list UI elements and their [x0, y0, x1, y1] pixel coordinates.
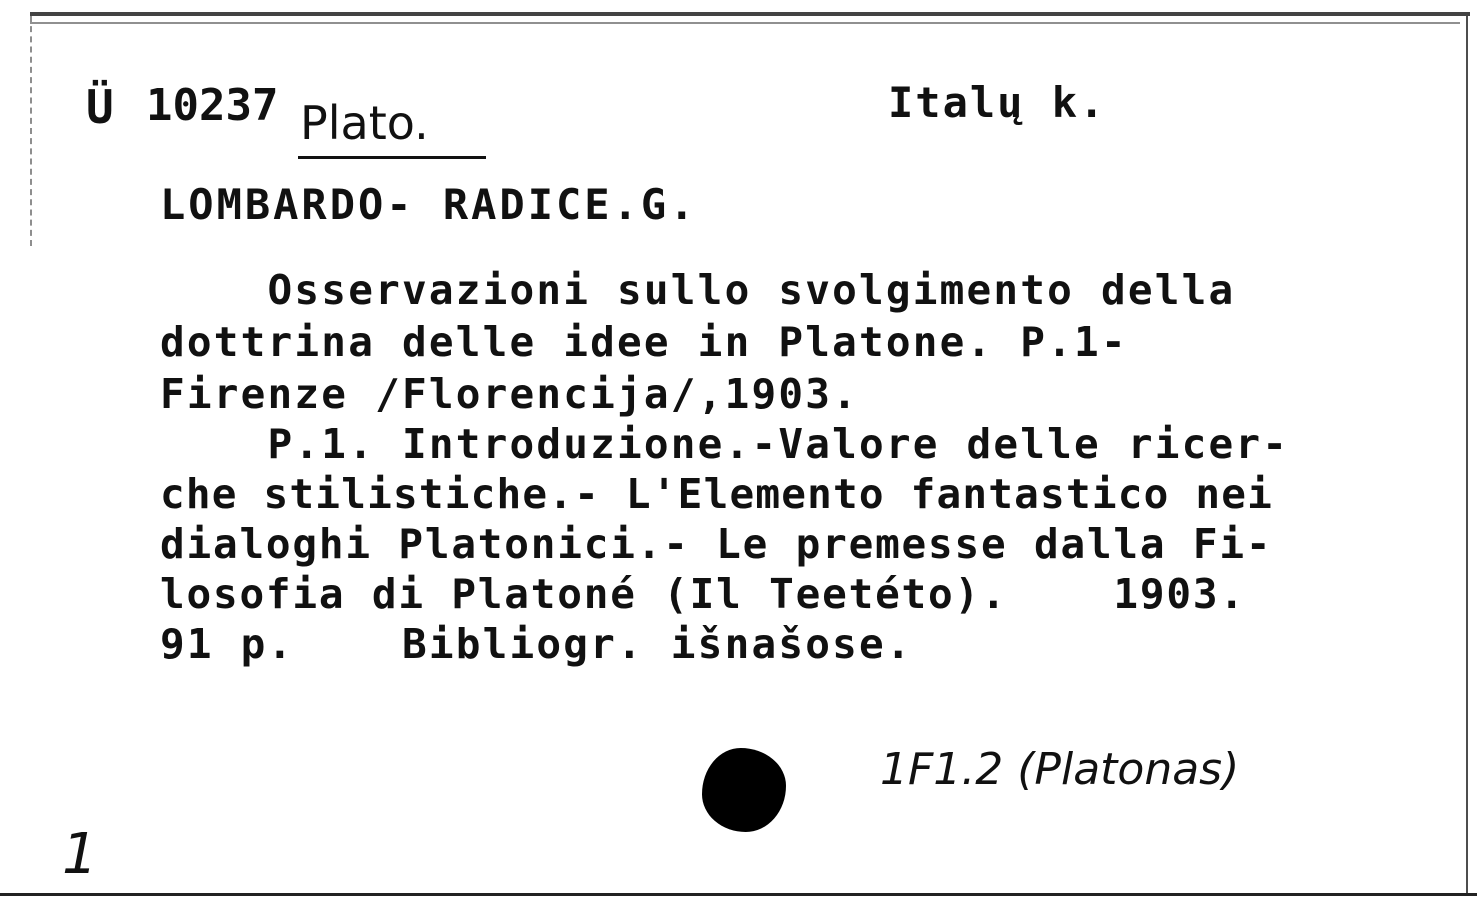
- description-line: P.1. Introduzione.-Valore delle ricer-: [160, 420, 1290, 468]
- card-top-border-secondary: [30, 22, 1460, 24]
- handwritten-corner-mark: 1: [62, 822, 98, 887]
- description-line: Osservazioni sullo svolgimento della: [160, 266, 1236, 314]
- card-left-edge: [30, 16, 34, 246]
- description-line: losofia di Platoné (Il Teetéto). 1903.: [160, 570, 1246, 618]
- card-right-edge: [1466, 16, 1468, 896]
- accession-number: 10237: [146, 80, 279, 131]
- card-top-border: [30, 12, 1470, 16]
- description-line: Firenze /Florencija/,1903.: [160, 370, 859, 418]
- description-line: 91 p. Bibliogr. išnašose.: [160, 620, 913, 668]
- ink-stamp-blot: [702, 748, 786, 832]
- author-heading: LOMBARDO- RADICE.G.: [160, 180, 698, 229]
- language-note: Italų k.: [888, 78, 1107, 127]
- subject-underline: [298, 156, 486, 159]
- call-mark: Ü: [86, 80, 116, 134]
- handwritten-classification: 1F1.2 (Platonas): [880, 744, 1240, 795]
- card-bottom-edge: [0, 893, 1477, 896]
- description-line: dialoghi Platonici.- Le premesse dalla Fi-: [160, 520, 1273, 568]
- handwritten-subject: Plato.: [300, 96, 429, 150]
- description-line: dottrina delle idee in Platone. P.1-: [160, 318, 1128, 366]
- description-line: che stilistiche.- L'Elemento fantastico nei: [160, 470, 1274, 518]
